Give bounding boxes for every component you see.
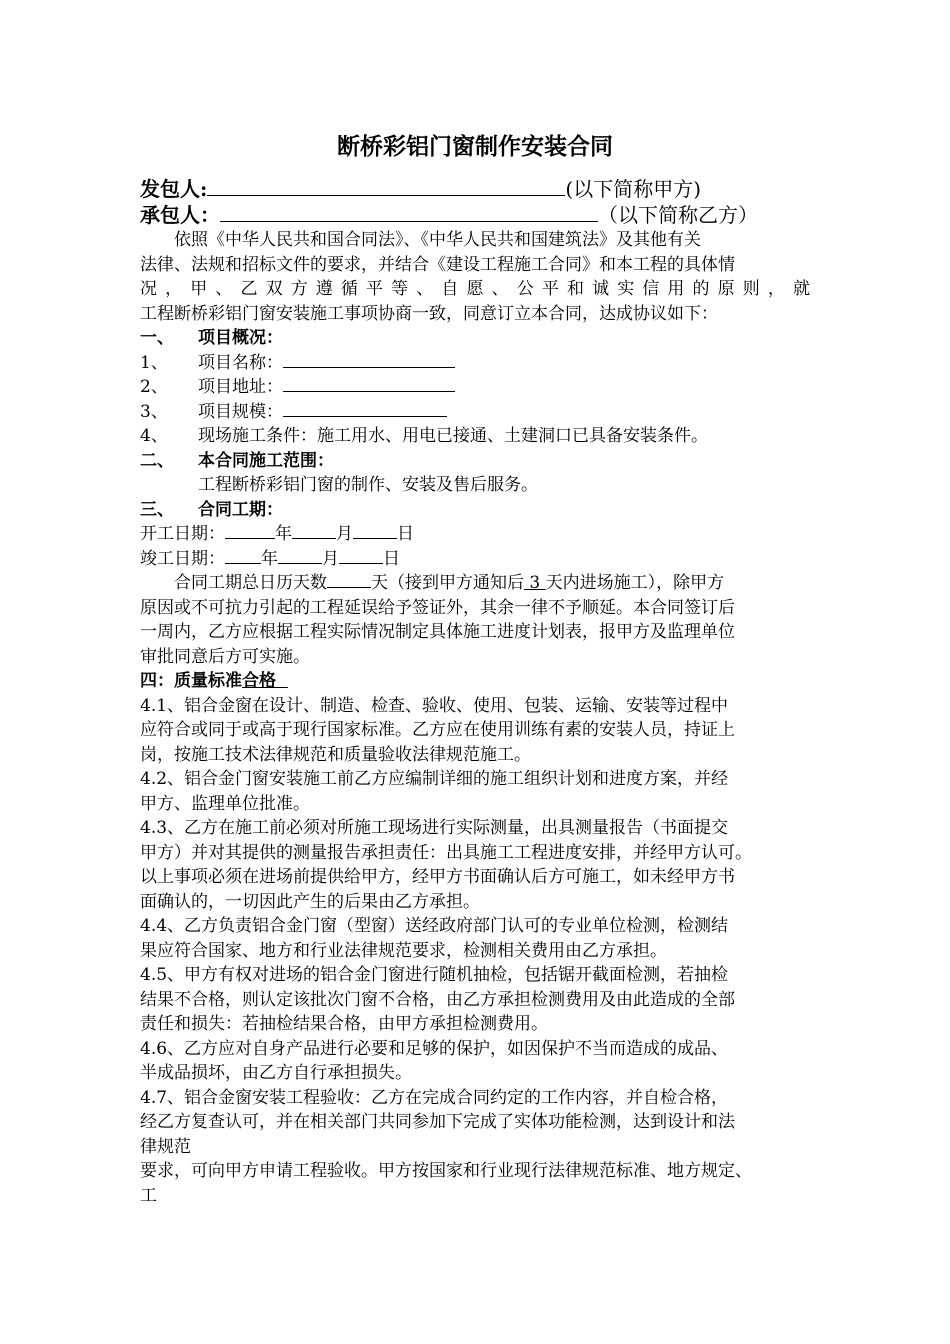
clause-4-5 bbox=[140, 963, 810, 1037]
section-2-number: 二、 bbox=[140, 450, 174, 471]
item-label: 项目规模： bbox=[198, 401, 283, 422]
section-3-heading bbox=[140, 498, 810, 523]
project-address-blank bbox=[283, 390, 455, 392]
period-line-4: 审批同意后方可实施。 bbox=[140, 646, 310, 667]
entry-days-number: 3 bbox=[529, 573, 541, 593]
section-1-item-4 bbox=[140, 424, 810, 449]
item-number: 2、 bbox=[140, 377, 168, 397]
contractor-label: 承包人： bbox=[140, 203, 220, 227]
month-label: 月 bbox=[322, 548, 339, 569]
clause-line: 结果不合格，则认定该批次门窗不合格，由乙方承担检测费用及由此造成的全部 bbox=[140, 989, 735, 1010]
year-label: 年 bbox=[261, 548, 278, 569]
section-1-heading bbox=[140, 326, 810, 351]
clause-line: 4.1、铝合金窗在设计、制造、检查、验收、使用、包装、运输、安装等过程中 bbox=[140, 695, 729, 716]
day-label: 日 bbox=[397, 524, 414, 544]
contractor-suffix: （以下简称乙方） bbox=[598, 203, 758, 227]
section-1-number: 一、 bbox=[140, 328, 174, 348]
end-date-label: 竣工日期： bbox=[140, 548, 225, 569]
intro-line-4: 工程断桥彩铝门窗安装施工事项协商一致，同意订立本合同，达成协议如下： bbox=[140, 303, 718, 324]
clause-line: 甲方、监理单位批准。 bbox=[140, 793, 310, 814]
clause-4-2 bbox=[140, 767, 810, 816]
end-date-line bbox=[140, 547, 810, 572]
start-day-blank bbox=[353, 537, 397, 539]
clause-line: 4.4、乙方负责铝合金门窗（型窗）送经政府部门认可的专业单位检测，检测结 bbox=[140, 916, 729, 936]
end-year-blank bbox=[225, 562, 261, 564]
day-label: 日 bbox=[383, 548, 400, 569]
section-2-heading bbox=[140, 449, 810, 474]
item-number: 3、 bbox=[140, 401, 168, 422]
period-line-3: 一周内，乙方应根据工程实际情况制定具体施工进度计划表，报甲方及监理单位 bbox=[140, 622, 735, 642]
section-3-number: 三、 bbox=[140, 499, 174, 520]
clause-line: 责任和损失：若抽检结果合格，由甲方承担检测费用。 bbox=[140, 1014, 548, 1034]
item-number: 4、 bbox=[140, 426, 168, 446]
clause-line: 4.7、铝合金窗安装工程验收：乙方在完成合同约定的工作内容，并自检合格， bbox=[140, 1087, 729, 1108]
period-text-a: 合同工期总日历天数 bbox=[174, 573, 327, 593]
clause-4-1 bbox=[140, 694, 810, 768]
clause-line: 要求，可向甲方申请工程验收。甲方按国家和行业现行法律规范标准、地方规定、 bbox=[140, 1161, 752, 1181]
section-1-item-2 bbox=[140, 375, 810, 400]
start-year-blank bbox=[225, 537, 275, 539]
month-label: 月 bbox=[336, 524, 353, 544]
clause-line: 4.6、乙方应对自身产品进行必要和足够的保护，如因保护不当而造成的成品、 bbox=[140, 1038, 729, 1059]
clause-line: 4.5、甲方有权对进场的铝合金门窗进行随机抽检，包括锯开截面检测，若抽检 bbox=[140, 965, 729, 985]
section-2-text: 工程断桥彩铝门窗的制作、安装及售后服务。 bbox=[198, 475, 538, 495]
entry-days-value bbox=[524, 573, 546, 593]
clause-line: 律规范 bbox=[140, 1136, 191, 1157]
start-month-blank bbox=[292, 537, 336, 539]
page-title: 断桥彩铝门窗制作安装合同 bbox=[337, 133, 613, 160]
start-date-line bbox=[140, 522, 810, 547]
clause-line: 岗，按施工技术法律规范和质量验收法律规范施工。 bbox=[140, 744, 531, 765]
section-1-title: 项目概况： bbox=[198, 328, 283, 348]
employer-blank bbox=[207, 194, 565, 196]
end-day-blank bbox=[339, 562, 383, 564]
start-date-label: 开工日期： bbox=[140, 524, 225, 544]
clause-line: 应符合或同于或高于现行国家标准。乙方应在使用训练有素的安装人员，持证上 bbox=[140, 720, 735, 740]
project-scale-blank bbox=[283, 415, 447, 417]
item-label: 项目名称： bbox=[198, 352, 283, 373]
item-number: 1、 bbox=[140, 352, 168, 373]
clause-line: 4.2、铝合金门窗安装施工前乙方应编制详细的施工组织计划和进度方案，并经 bbox=[140, 769, 729, 789]
clause-line: 以上事项必须在进场前提供给甲方，经甲方书面确认后方可施工，如未经甲方书 bbox=[140, 867, 735, 887]
intro-line-3: 况，甲、乙双方遵循平等、自愿、公平和诚实信用的原则，就 bbox=[140, 279, 810, 299]
clause-4-6 bbox=[140, 1037, 810, 1086]
employer-label: 发包人: bbox=[140, 177, 208, 201]
contract-body bbox=[140, 132, 810, 1208]
intro-line-1: 依照《中华人民共和国合同法》、《中华人民共和国建筑法》及其他有关 bbox=[174, 230, 701, 250]
project-name-blank bbox=[283, 366, 455, 368]
section-1-item-3 bbox=[140, 400, 810, 425]
item-label: 现场施工条件：施工用水、用电已接通、土建洞口已具备安装条件。 bbox=[198, 426, 708, 446]
total-days-blank bbox=[327, 586, 371, 588]
clause-line: 工 bbox=[140, 1185, 157, 1206]
quality-standard-value bbox=[242, 671, 288, 691]
item-label: 项目地址： bbox=[198, 377, 283, 397]
period-text-c: 天内进场施工），除甲方 bbox=[545, 573, 725, 593]
period-line bbox=[140, 571, 810, 596]
period-text-b: 天（接到甲方通知后 bbox=[371, 573, 524, 593]
clause-4-3 bbox=[140, 816, 810, 914]
section-3-title: 合同工期： bbox=[198, 499, 283, 520]
contractor-line bbox=[140, 202, 810, 228]
section-4-title: 四：质量标准 bbox=[140, 671, 242, 691]
employer-line bbox=[140, 176, 810, 202]
clause-line: 面确认的，一切因此产生的后果由乙方承担。 bbox=[140, 891, 480, 912]
quality-standard-text: 合格 bbox=[242, 671, 276, 691]
clause-line: 果应符合国家、地方和行业法律规范要求，检测相关费用由乙方承担。 bbox=[140, 940, 667, 961]
clause-line: 甲方）并对其提供的测量报告承担责任：出具施工工程进度安排，并经甲方认可。 bbox=[140, 842, 752, 863]
clause-4-4 bbox=[140, 914, 810, 963]
period-line-2: 原因或不可抗力引起的工程延误给予签证外，其余一律不予顺延。本合同签订后 bbox=[140, 597, 735, 618]
clause-line: 半成品损坏，由乙方自行承担损失。 bbox=[140, 1063, 412, 1083]
contractor-blank bbox=[220, 220, 598, 222]
end-month-blank bbox=[278, 562, 322, 564]
section-4-heading bbox=[140, 669, 810, 694]
clause-4-7 bbox=[140, 1086, 810, 1209]
section-2-title: 本合同施工范围： bbox=[198, 450, 334, 471]
section-1-item-1 bbox=[140, 351, 810, 376]
intro-line-2: 法律、法规和招标文件的要求，并结合《建设工程施工合同》和本工程的具体情 bbox=[140, 254, 735, 275]
clause-line: 4.3、乙方在施工前必须对所施工现场进行实际测量，出具测量报告（书面提交 bbox=[140, 818, 729, 838]
year-label: 年 bbox=[275, 524, 292, 544]
clause-line: 经乙方复查认可，并在相关部门共同参加下完成了实体功能检测，达到设计和法 bbox=[140, 1112, 735, 1132]
employer-suffix: (以下简称甲方) bbox=[565, 177, 701, 201]
